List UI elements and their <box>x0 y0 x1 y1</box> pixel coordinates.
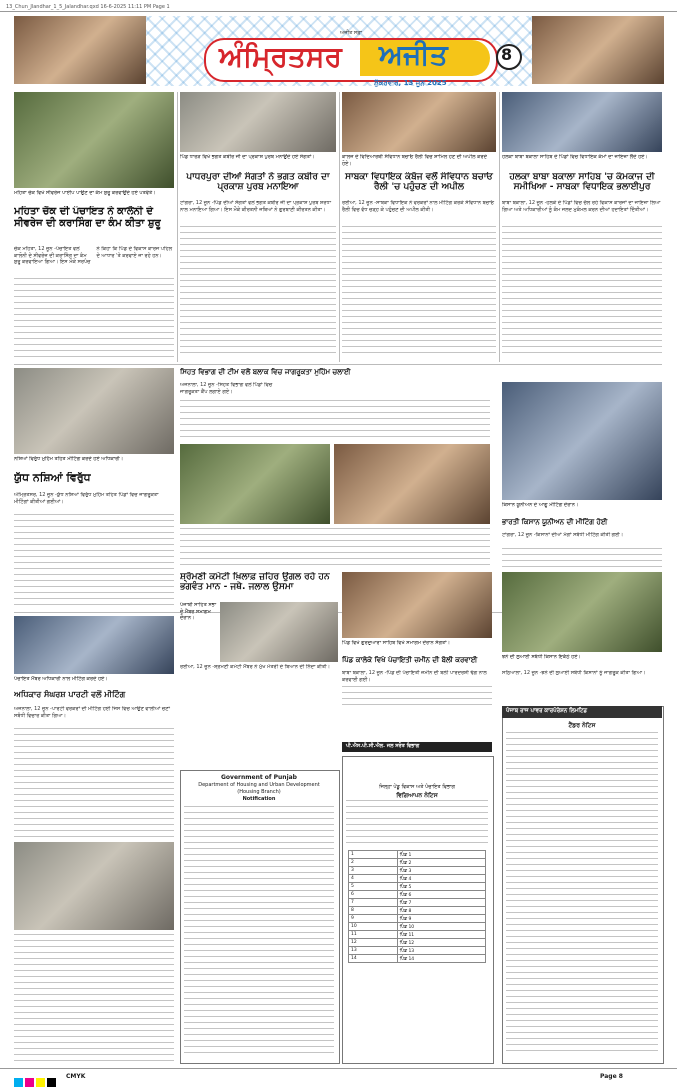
story5-photo-2 <box>334 444 490 524</box>
story8-body-lines <box>342 686 492 706</box>
notice-row-index: 9 <box>349 915 398 923</box>
notice-table-row <box>349 859 486 867</box>
notice-table-row <box>349 955 486 963</box>
right-notice-subheader: ਟੈਂਡਰ ਨੋਟਿਸ <box>568 722 596 729</box>
notice-row-index: 11 <box>349 931 398 939</box>
notice-row-village: ਪਿੰਡ 11 <box>397 931 485 939</box>
footer-left: CMYK <box>66 1073 86 1080</box>
story3-caption: ਕਾਲਜ ਦੇ ਵਿਦਿਆਰਥੀ ਸੰਵਿਧਾਨ ਬਚਾਓ ਰੈਲੀ ਵਿਚ ਸ਼ਾਮਿਲ ਹੋਣ ਦੀ ਅਪੀਲ ਕਰਦੇ ਹੋਏ। <box>342 154 487 167</box>
notice-table-row <box>349 947 486 955</box>
story9-caption: ਪੰਚਾਇਤ ਮੈਂਬਰ ਅਧਿਕਾਰੀ ਨਾਲ ਮੀਟਿੰਗ ਕਰਦੇ ਹੋਏ। <box>14 676 108 682</box>
mid-notice-table <box>348 850 486 963</box>
story10-caption: ਕਿਸਾਨ ਯੂਨੀਅਨ ਦੇ ਆਗੂ ਮੀਟਿੰਗ ਦੌਰਾਨ। <box>502 502 579 508</box>
masthead <box>14 16 664 86</box>
notice-row-village: ਪਿੰਡ 9 <box>397 915 485 923</box>
story6-photo <box>14 368 174 454</box>
story2-body: ਟਾਂਗਰਾ, 12 ਜੂਨ -ਪਿੰਡ ਦੀਆਂ ਸੰਗਤਾਂ ਵਲੋਂ ਭਗਤ ਕਬੀਰ ਜੀ ਦਾ ਪ੍ਰਕਾਸ਼ ਪੁਰਬ ਸ਼ਰਧਾ ਨਾਲ ਮਨਾਇਆ ਗਿਆ। ਇਸ ਮੌਕੇ ਕੀਰਤਨੀ ਜਥਿਆਂ ਨੇ ਗੁਰਬਾਣੀ ਕੀਰਤਨ ਕੀਤਾ। <box>180 200 332 213</box>
col-rule-3 <box>499 92 500 362</box>
notice-row-village: ਪਿੰਡ 13 <box>397 947 485 955</box>
notice-table-row <box>349 891 486 899</box>
masthead-right-title: ਅਜੀਤ <box>379 38 448 71</box>
story6-caption: ਨਸ਼ਿਆਂ ਵਿਰੁੱਧ ਮੁਹਿੰਮ ਤਹਿਤ ਮੀਟਿੰਗ ਕਰਦੇ ਹੋਏ ਅਧਿਕਾਰੀ। <box>14 456 124 462</box>
masthead-right-photo <box>532 16 664 84</box>
notice-table-row <box>349 915 486 923</box>
govt-notice-lines <box>184 806 334 1056</box>
story10-photo <box>502 382 662 500</box>
col-rule-2 <box>339 92 340 362</box>
story11-body: ਸਠਿਆਲਾ, 12 ਜੂਨ -ਝੋਨੇ ਦੀ ਲੁਆਈ ਸਬੰਧੀ ਕਿਸਾਨਾਂ ਨੂੰ ਜਾਗਰੂਕ ਕੀਤਾ ਗਿਆ। <box>502 670 646 676</box>
story11-photo <box>502 572 662 652</box>
footer-right: Page 8 <box>600 1073 623 1080</box>
govt-dept: Department of Housing and Urban Development <box>198 782 320 788</box>
notice-row-village: ਪਿੰਡ 5 <box>397 883 485 891</box>
govt-type: Notification <box>242 796 276 802</box>
story6-headline: ਯੁੱਧ ਨਸ਼ਿਆਂ ਵਿਰੁੱਧ <box>14 472 91 484</box>
notice-row-index: 12 <box>349 939 398 947</box>
story3-body-lines <box>342 226 496 358</box>
print-slug: 13_Chun_Jlandhar_1_5_Jalandhar.qxd 16-6-2025 11:11 PM Page 1 <box>6 4 170 10</box>
notice-row-index: 6 <box>349 891 398 899</box>
notice-row-village: ਪਿੰਡ 10 <box>397 923 485 931</box>
story5-photo <box>180 444 330 524</box>
notice-row-index: 2 <box>349 859 398 867</box>
notice-table-row <box>349 851 486 859</box>
notice-table-row <box>349 923 486 931</box>
notice-row-village: ਪਿੰਡ 2 <box>397 859 485 867</box>
govt-branch: (Housing Branch) <box>237 789 281 795</box>
story1-headline: ਮਹਿਤਾ ਚੌਕ ਦੀ ਪੰਚਾਇਤ ਨੇ ਕਾਲੋਨੀ ਦੇ ਸੀਵਰੇਜ ਦੀ ਕਰਾਸਿੰਗ ਦਾ ਕੰਮ ਕੀਤਾ ਸ਼ੁਰੂ <box>14 206 161 229</box>
story8-headline: ਪਿੰਡ ਕਾਲੇਕੇ ਵਿਖੇ ਪੰਚਾਇਤੀ ਜ਼ਮੀਨ ਦੀ ਬੋਲੀ ਕਰਵਾਈ <box>342 656 478 664</box>
col-rule-1 <box>177 92 178 362</box>
story5-headline: ਸਿਹਤ ਵਿਭਾਗ ਦੀ ਟੀਮ ਵਲੋਂ ਬਲਾਕ ਵਿਚ ਜਾਗਰੂਕਤਾ ਮੁਹਿੰਮ ਚਲਾਈ <box>180 368 351 376</box>
notice-row-index: 3 <box>349 867 398 875</box>
notice-table-row <box>349 899 486 907</box>
notice-table-row <box>349 867 486 875</box>
story4-photo <box>502 92 662 152</box>
mid-notice-org: ਜਿਲ੍ਹਾ ਪੇਂਡੂ ਵਿਕਾਸ ਅਤੇ ਪੰਚਾਇਤ ਵਿਭਾਗ <box>379 784 455 790</box>
story7-caption: ਪੰਜਾਬੀ ਸਾਹਿਤ ਸਭਾ ਦੇ ਮੈਂਬਰ ਸਮਾਗਮ ਦੌਰਾਨ। <box>180 602 217 621</box>
mid-notice-header: ਵਿਗਿਆਪਨ ਨੋਟਿਸ <box>396 792 438 799</box>
mid-notice-lines <box>346 800 488 844</box>
story2-caption: ਪਿੰਡ ਧਾਰੜ ਵਿਖੇ ਭਗਤ ਕਬੀਰ ਜੀ ਦਾ ਪ੍ਰਕਾਸ਼ ਪੁਰਬ ਮਨਾਉਂਦੇ ਹੋਏ ਸੰਗਤਾਂ। <box>180 154 315 160</box>
top-crop-line <box>0 11 677 12</box>
story5-body-lines <box>180 400 490 440</box>
story11-caption: ਝੋਨੇ ਦੀ ਲੁਆਈ ਸਬੰਧੀ ਕਿਸਾਨ ਇਕੱਠੇ ਹੋਏ। <box>502 654 581 660</box>
story1-photo <box>14 92 174 188</box>
story8-body: ਬਾਬਾ ਬਕਾਲਾ, 12 ਜੂਨ -ਪਿੰਡ ਦੀ ਪੰਚਾਇਤੀ ਜ਼ਮੀਨ ਦੀ ਬੋਲੀ ਪਾਰਦਰਸ਼ੀ ਢੰਗ ਨਾਲ ਕਰਵਾਈ ਗਈ। <box>342 670 487 683</box>
notice-row-index: 5 <box>349 883 398 891</box>
masthead-date: ਸ਼ੁੱਕਰਵਾਰ, 13 ਜੂਨ 2025 <box>374 79 447 87</box>
story1-body-lines <box>14 278 174 358</box>
notice-row-index: 7 <box>349 899 398 907</box>
story5-body: ਅਜਨਾਲਾ, 12 ਜੂਨ -ਸਿਹਤ ਵਿਭਾਗ ਵਲੋਂ ਪਿੰਡਾਂ ਵਿਚ ਜਾਗਰੂਕਤਾ ਕੈਂਪ ਲਗਾਏ ਗਏ। <box>180 382 273 395</box>
notice-row-index: 1 <box>349 851 398 859</box>
story4-body-lines <box>502 226 662 358</box>
notice-row-village: ਪਿੰਡ 1 <box>397 851 485 859</box>
story8-caption: ਪਿੰਡ ਵਿਖੇ ਗੁਰਦੁਆਰਾ ਸਾਹਿਬ ਵਿਖੇ ਸਮਾਗਮ ਦੌਰਾਨ ਸੰਗਤਾਂ। <box>342 640 451 646</box>
story4-headline: ਹਲਕਾ ਬਾਬਾ ਬਕਾਲਾ ਸਾਹਿਬ 'ਚ ਕੰਮਕਾਜ ਦੀ ਸਮੀਖਿਆ - ਸਾਬਕਾ ਵਿਧਾਇਕ ਭਲਾਈਪੁਰ <box>509 172 655 193</box>
right-notice-header: ਪੰਜਾਬ ਰਾਜ ਪਾਵਰ ਕਾਰਪੋਰੇਸ਼ਨ ਲਿਮਟਿਡ <box>506 708 588 714</box>
story6-body: ਅੰਮ੍ਰਿਤਸਰ, 12 ਜੂਨ -ਯੁੱਧ ਨਸ਼ਿਆਂ ਵਿਰੁੱਧ ਮੁਹਿੰਮ ਤਹਿਤ ਪਿੰਡਾਂ ਵਿਚ ਜਾਗਰੂਕਤਾ ਮੀਟਿੰਗਾਂ ਕੀਤੀਆਂ ਗਈਆਂ। <box>14 492 159 505</box>
notice-table-row <box>349 875 486 883</box>
notice-table-row <box>349 907 486 915</box>
story9-headline: ਅਧਿਕਾਰ ਸੰਘਰਸ਼ ਪਾਰਟੀ ਵਲੋਂ ਮੀਟਿੰਗ <box>14 690 126 699</box>
story7-photo <box>220 602 338 662</box>
story8-photo <box>342 572 492 638</box>
story9-body-lines <box>14 728 174 838</box>
story7-headline: ਸ਼੍ਰੋਮਣੀ ਕਮੇਟੀ ਖ਼ਿਲਾਫ਼ ਜ਼ਹਿਰ ਉਗਲ ਰਹੇ ਹਨ ਭਗਵੰਤ ਮਾਨ - ਜਥੇ. ਜਲਾਲ ਉਸਮਾ <box>180 572 330 593</box>
story9-body-lines-2 <box>14 934 174 1062</box>
story7-body: ਰਈਆ, 12 ਜੂਨ -ਸ਼੍ਰੋਮਣੀ ਕਮੇਟੀ ਮੈਂਬਰ ਨੇ ਮੁੱਖ ਮੰਤਰੀ ਦੇ ਬਿਆਨ ਦੀ ਨਿੰਦਾ ਕੀਤੀ। <box>180 664 330 670</box>
story1-body: ਚੌਕ ਮਹਿਤਾ, 12 ਜੂਨ -ਪੰਚਾਇਤ ਵਲੋਂ ਕਾਲੋਨੀ ਦੇ ਸੀਵਰੇਜ ਦੀ ਕਰਾਸਿੰਗ ਦਾ ਕੰਮ ਸ਼ੁਰੂ ਕਰਵਾਇਆ ਗਿਆ। ਇਸ ਮੌਕੇ ਸਰਪੰਚ ਨੇ ਕਿਹਾ ਕਿ ਪਿੰਡ ਦੇ ਵਿਕਾਸ ਕਾਰਜ ਪਹਿਲ ਦੇ ਆਧਾਰ 'ਤੇ ਕਰਵਾਏ ਜਾ ਰਹੇ ਹਨ। <box>14 246 173 265</box>
story3-photo <box>342 92 496 152</box>
notice-row-village: ਪਿੰਡ 4 <box>397 875 485 883</box>
notice-row-village: ਪਿੰਡ 7 <box>397 899 485 907</box>
story4-caption: ਹਲਕਾ ਬਾਬਾ ਬਕਾਲਾ ਸਾਹਿਬ ਦੇ ਪਿੰਡਾਂ ਵਿਚ ਵਿਧਾਇਕ ਕੰਮਾਂ ਦਾ ਜਾਇਜ਼ਾ ਲੈਂਦੇ ਹੋਏ। <box>502 154 648 160</box>
notice-row-village: ਪਿੰਡ 6 <box>397 891 485 899</box>
notice-row-village: ਪਿੰਡ 8 <box>397 907 485 915</box>
notice-table-row <box>349 931 486 939</box>
notice-row-index: 14 <box>349 955 398 963</box>
notice-row-village: ਪਿੰਡ 14 <box>397 955 485 963</box>
notice-row-village: ਪਿੰਡ 3 <box>397 867 485 875</box>
notice-table-row <box>349 939 486 947</box>
story3-body: ਰਈਆ, 12 ਜੂਨ -ਸਾਬਕਾ ਵਿਧਾਇਕ ਨੇ ਵਰਕਰਾਂ ਨਾਲ ਮੀਟਿੰਗ ਕਰਕੇ ਸੰਵਿਧਾਨ ਬਚਾਓ ਰੈਲੀ ਵਿਚ ਵੱਧ ਚੜ੍ਹ ਕੇ ਪਹੁੰਚਣ ਦੀ ਅਪੀਲ ਕੀਤੀ। <box>342 200 495 213</box>
story10-body-lines <box>502 548 662 568</box>
story6-body-lines <box>14 514 174 610</box>
page-number: 8 <box>501 45 513 64</box>
story9-photo <box>14 616 174 674</box>
story10-headline: ਭਾਰਤੀ ਕਿਸਾਨ ਯੂਨੀਅਨ ਦੀ ਮੀਟਿੰਗ ਹੋਈ <box>502 518 608 526</box>
story2-body-lines <box>180 226 336 358</box>
masthead-left-photo <box>14 16 146 84</box>
notice-row-index: 4 <box>349 875 398 883</box>
story9-photo-2 <box>14 842 174 930</box>
story2-photo <box>180 92 336 152</box>
notice-table-row <box>349 883 486 891</box>
row-rule-1 <box>14 364 662 365</box>
right-notice-lines <box>506 732 658 1056</box>
ad-band-text: ਪੀ.ਐਸ.ਪੀ.ਸੀ.ਐਲ. ਜਲ ਸਰੋਤ ਵਿਭਾਗ <box>346 743 420 749</box>
story9-body: ਅਜਨਾਲਾ, 12 ਜੂਨ -ਪਾਰਟੀ ਵਰਕਰਾਂ ਦੀ ਮੀਟਿੰਗ ਹੋਈ ਜਿਸ ਵਿਚ ਆਉਣ ਵਾਲੀਆਂ ਚੋਣਾਂ ਸਬੰਧੀ ਵਿਚਾਰ ਕੀਤਾ ਗਿਆ। <box>14 706 170 719</box>
govt-title: Government of Punjab <box>221 774 297 781</box>
notice-row-index: 10 <box>349 923 398 931</box>
masthead-small-label: ਅਜੀਤ ਸਫ਼ਾ <box>340 30 362 36</box>
cmyk-strip <box>14 1072 58 1091</box>
notice-row-index: 13 <box>349 947 398 955</box>
notice-row-index: 8 <box>349 907 398 915</box>
story4-body: ਬਾਬਾ ਬਕਾਲਾ, 12 ਜੂਨ -ਹਲਕੇ ਦੇ ਪਿੰਡਾਂ ਵਿਚ ਚੱਲ ਰਹੇ ਵਿਕਾਸ ਕਾਰਜਾਂ ਦਾ ਜਾਇਜ਼ਾ ਲਿਆ ਗਿਆ ਅਤੇ ਅਧਿਕਾਰੀਆਂ ਨੂੰ ਕੰਮ ਜਲਦ ਮੁਕੰਮਲ ਕਰਨ ਦੀਆਂ ਹਦਾਇਤਾਂ ਦਿੱਤੀਆਂ। <box>502 200 661 213</box>
story10-body: ਟਾਂਗਰਾ, 12 ਜੂਨ -ਕਿਸਾਨਾਂ ਦੀਆਂ ਮੰਗਾਂ ਸਬੰਧੀ ਮੀਟਿੰਗ ਕੀਤੀ ਗਈ। <box>502 532 624 538</box>
bottom-crop-line <box>0 1068 677 1069</box>
story1-caption: ਮਹਿਤਾ ਚੌਕ ਵਿਖੇ ਸੀਵਰੇਜ ਪਾਈਪ ਪਾਉਣ ਦਾ ਕੰਮ ਸ਼ੁਰੂ ਕਰਵਾਉਂਦੇ ਹੋਏ ਪਤਵੰਤੇ। <box>14 190 156 196</box>
story2-headline: ਪਾਧਰਪੁਰਾ ਦੀਆਂ ਸੰਗਤਾਂ ਨੇ ਭਗਤ ਕਬੀਰ ਦਾ ਪ੍ਰਕਾਸ਼ ਪੁਰਬ ਮਨਾਇਆ <box>186 172 330 193</box>
story3-headline: ਸਾਬਕਾ ਵਿਧਾਇਕ ਕੰਬੋਜ ਵਲੋਂ ਸੰਵਿਧਾਨ ਬਚਾਓ ਰੈਲੀ 'ਚ ਪਹੁੰਚਣ ਦੀ ਅਪੀਲ <box>345 172 493 193</box>
masthead-left-title: ਅੰਮ੍ਰਿਤਸਰ <box>219 40 342 73</box>
notice-row-village: ਪਿੰਡ 12 <box>397 939 485 947</box>
story5-body-lines-2 <box>180 528 490 568</box>
